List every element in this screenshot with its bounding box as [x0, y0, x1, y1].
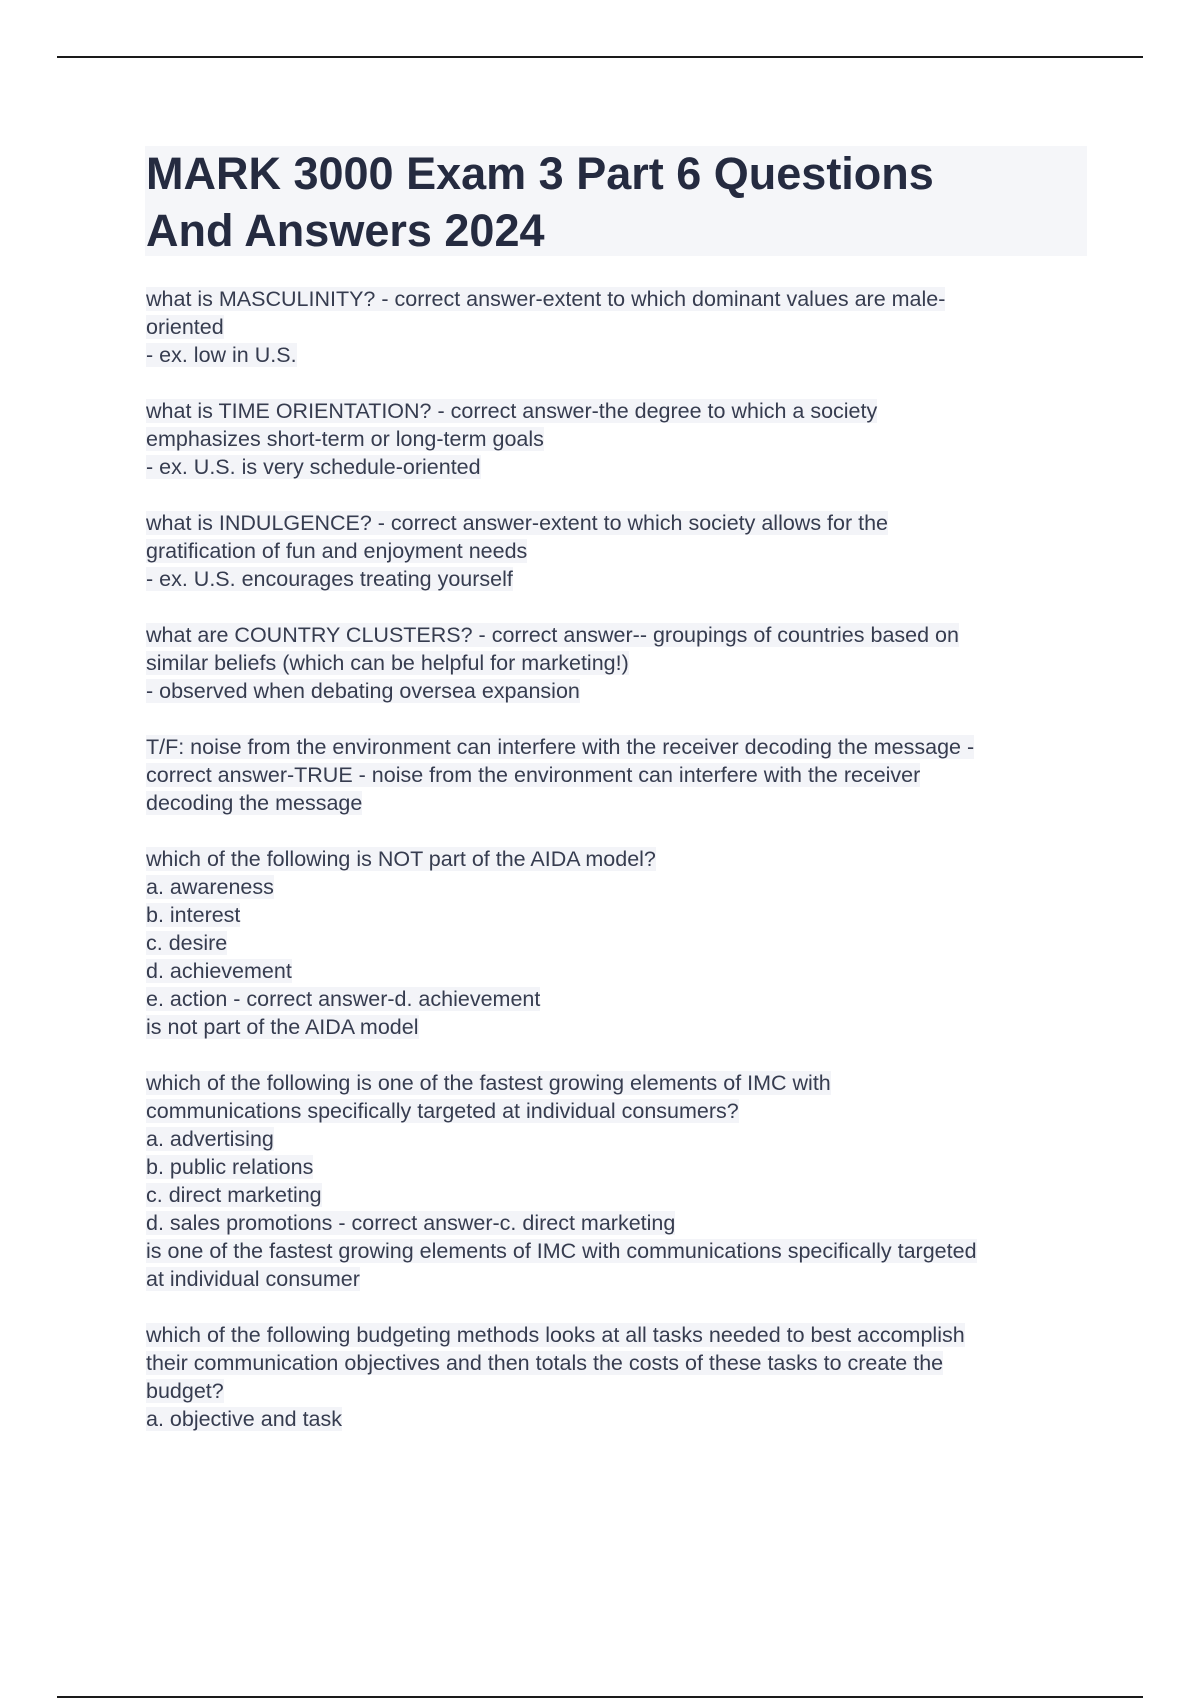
qa-line: [146, 537, 1086, 565]
qa-line-text: budget?: [146, 1379, 224, 1403]
qa-line-text: - ex. U.S. encourages treating yourself: [146, 567, 513, 591]
qa-line: [146, 901, 1086, 929]
qa-line: [146, 985, 1086, 1013]
qa-line-text: a. objective and task: [146, 1407, 343, 1431]
qa-line-text: d. achievement: [146, 959, 292, 983]
qa-line: [146, 453, 1086, 481]
qa-line: [146, 649, 1086, 677]
qa-line-text: what are COUNTRY CLUSTERS? - correct answer-- groupings of countries based on: [146, 623, 959, 647]
qa-line: [146, 929, 1086, 957]
qa-line: [146, 845, 1086, 873]
qa-line-text: c. direct marketing: [146, 1183, 322, 1207]
qa-item: [146, 1069, 1086, 1293]
qa-line-text: b. interest: [146, 903, 241, 927]
qa-line-text: T/F: noise from the environment can interfere with the receiver decoding the message -: [146, 735, 975, 759]
qa-line: [146, 957, 1086, 985]
qa-line-text: - ex. low in U.S.: [146, 343, 297, 367]
qa-item: [146, 285, 1086, 369]
qa-line: [146, 313, 1086, 341]
qa-line: [146, 509, 1086, 537]
qa-line-text: c. desire: [146, 931, 228, 955]
title-line-2: And Answers 2024: [146, 205, 545, 256]
qa-line: [146, 1125, 1086, 1153]
qa-line-text: similar beliefs (which can be helpful for marketing!): [146, 651, 629, 675]
qa-item: [146, 1321, 1086, 1433]
qa-line-text: correct answer-TRUE - noise from the environment can interfere with the receiver: [146, 763, 921, 787]
qa-line-text: what is TIME ORIENTATION? - correct answer-the degree to which a society: [146, 399, 878, 423]
qa-line: [146, 1153, 1086, 1181]
qa-line: [146, 1405, 1086, 1433]
qa-line: [146, 873, 1086, 901]
qa-line: [146, 621, 1086, 649]
qa-line: [146, 1237, 1086, 1265]
qa-line: [146, 1097, 1086, 1125]
qa-line-text: communications specifically targeted at individual consumers?: [146, 1099, 739, 1123]
bottom-rule: [57, 1696, 1143, 1698]
qa-line: [146, 1181, 1086, 1209]
qa-line: [146, 341, 1086, 369]
qa-line: [146, 1013, 1086, 1041]
qa-item: [146, 621, 1086, 705]
qa-line: [146, 761, 1086, 789]
qa-line: [146, 1265, 1086, 1293]
title-line-1: MARK 3000 Exam 3 Part 6 Questions: [146, 148, 934, 199]
qa-line-text: a. advertising: [146, 1127, 274, 1151]
qa-line: [146, 425, 1086, 453]
qa-line: [146, 397, 1086, 425]
qa-item: [146, 509, 1086, 593]
qa-line: [146, 1321, 1086, 1349]
qa-line-text: at individual consumer: [146, 1267, 360, 1291]
qa-list: [146, 285, 1086, 1461]
qa-line: [146, 1377, 1086, 1405]
qa-line-text: e. action - correct answer-d. achievement: [146, 987, 541, 1011]
qa-line-text: b. public relations: [146, 1155, 314, 1179]
qa-line: [146, 565, 1086, 593]
qa-line-text: emphasizes short-term or long-term goals: [146, 427, 544, 451]
qa-line-text: their communication objectives and then totals the costs of these tasks to create the: [146, 1351, 944, 1375]
qa-line: [146, 1069, 1086, 1097]
qa-line-text: - observed when debating oversea expansion: [146, 679, 580, 703]
qa-line-text: oriented: [146, 315, 224, 339]
document-title: [146, 145, 1076, 259]
qa-item: [146, 397, 1086, 481]
qa-item: [146, 845, 1086, 1041]
qa-line: [146, 1349, 1086, 1377]
qa-line-text: decoding the message: [146, 791, 363, 815]
qa-line-text: what is INDULGENCE? - correct answer-extent to which society allows for the: [146, 511, 889, 535]
qa-line: [146, 789, 1086, 817]
qa-line-text: which of the following budgeting methods looks at all tasks needed to best accomplish: [146, 1323, 965, 1347]
qa-line-text: which of the following is one of the fastest growing elements of IMC with: [146, 1071, 831, 1095]
qa-line-text: d. sales promotions - correct answer-c. direct marketing: [146, 1211, 676, 1235]
qa-line-text: what is MASCULINITY? - correct answer-extent to which dominant values are male-: [146, 287, 946, 311]
qa-line-text: which of the following is NOT part of the AIDA model?: [146, 847, 656, 871]
top-rule: [57, 56, 1143, 58]
qa-line-text: a. awareness: [146, 875, 274, 899]
qa-line: [146, 677, 1086, 705]
qa-line-text: is one of the fastest growing elements of IMC with communications specifically targeted: [146, 1239, 977, 1263]
qa-line-text: is not part of the AIDA model: [146, 1015, 419, 1039]
qa-line: [146, 285, 1086, 313]
qa-line-text: gratification of fun and enjoyment needs: [146, 539, 528, 563]
qa-line: [146, 733, 1086, 761]
qa-line: [146, 1209, 1086, 1237]
qa-item: [146, 733, 1086, 817]
qa-line-text: - ex. U.S. is very schedule-oriented: [146, 455, 481, 479]
